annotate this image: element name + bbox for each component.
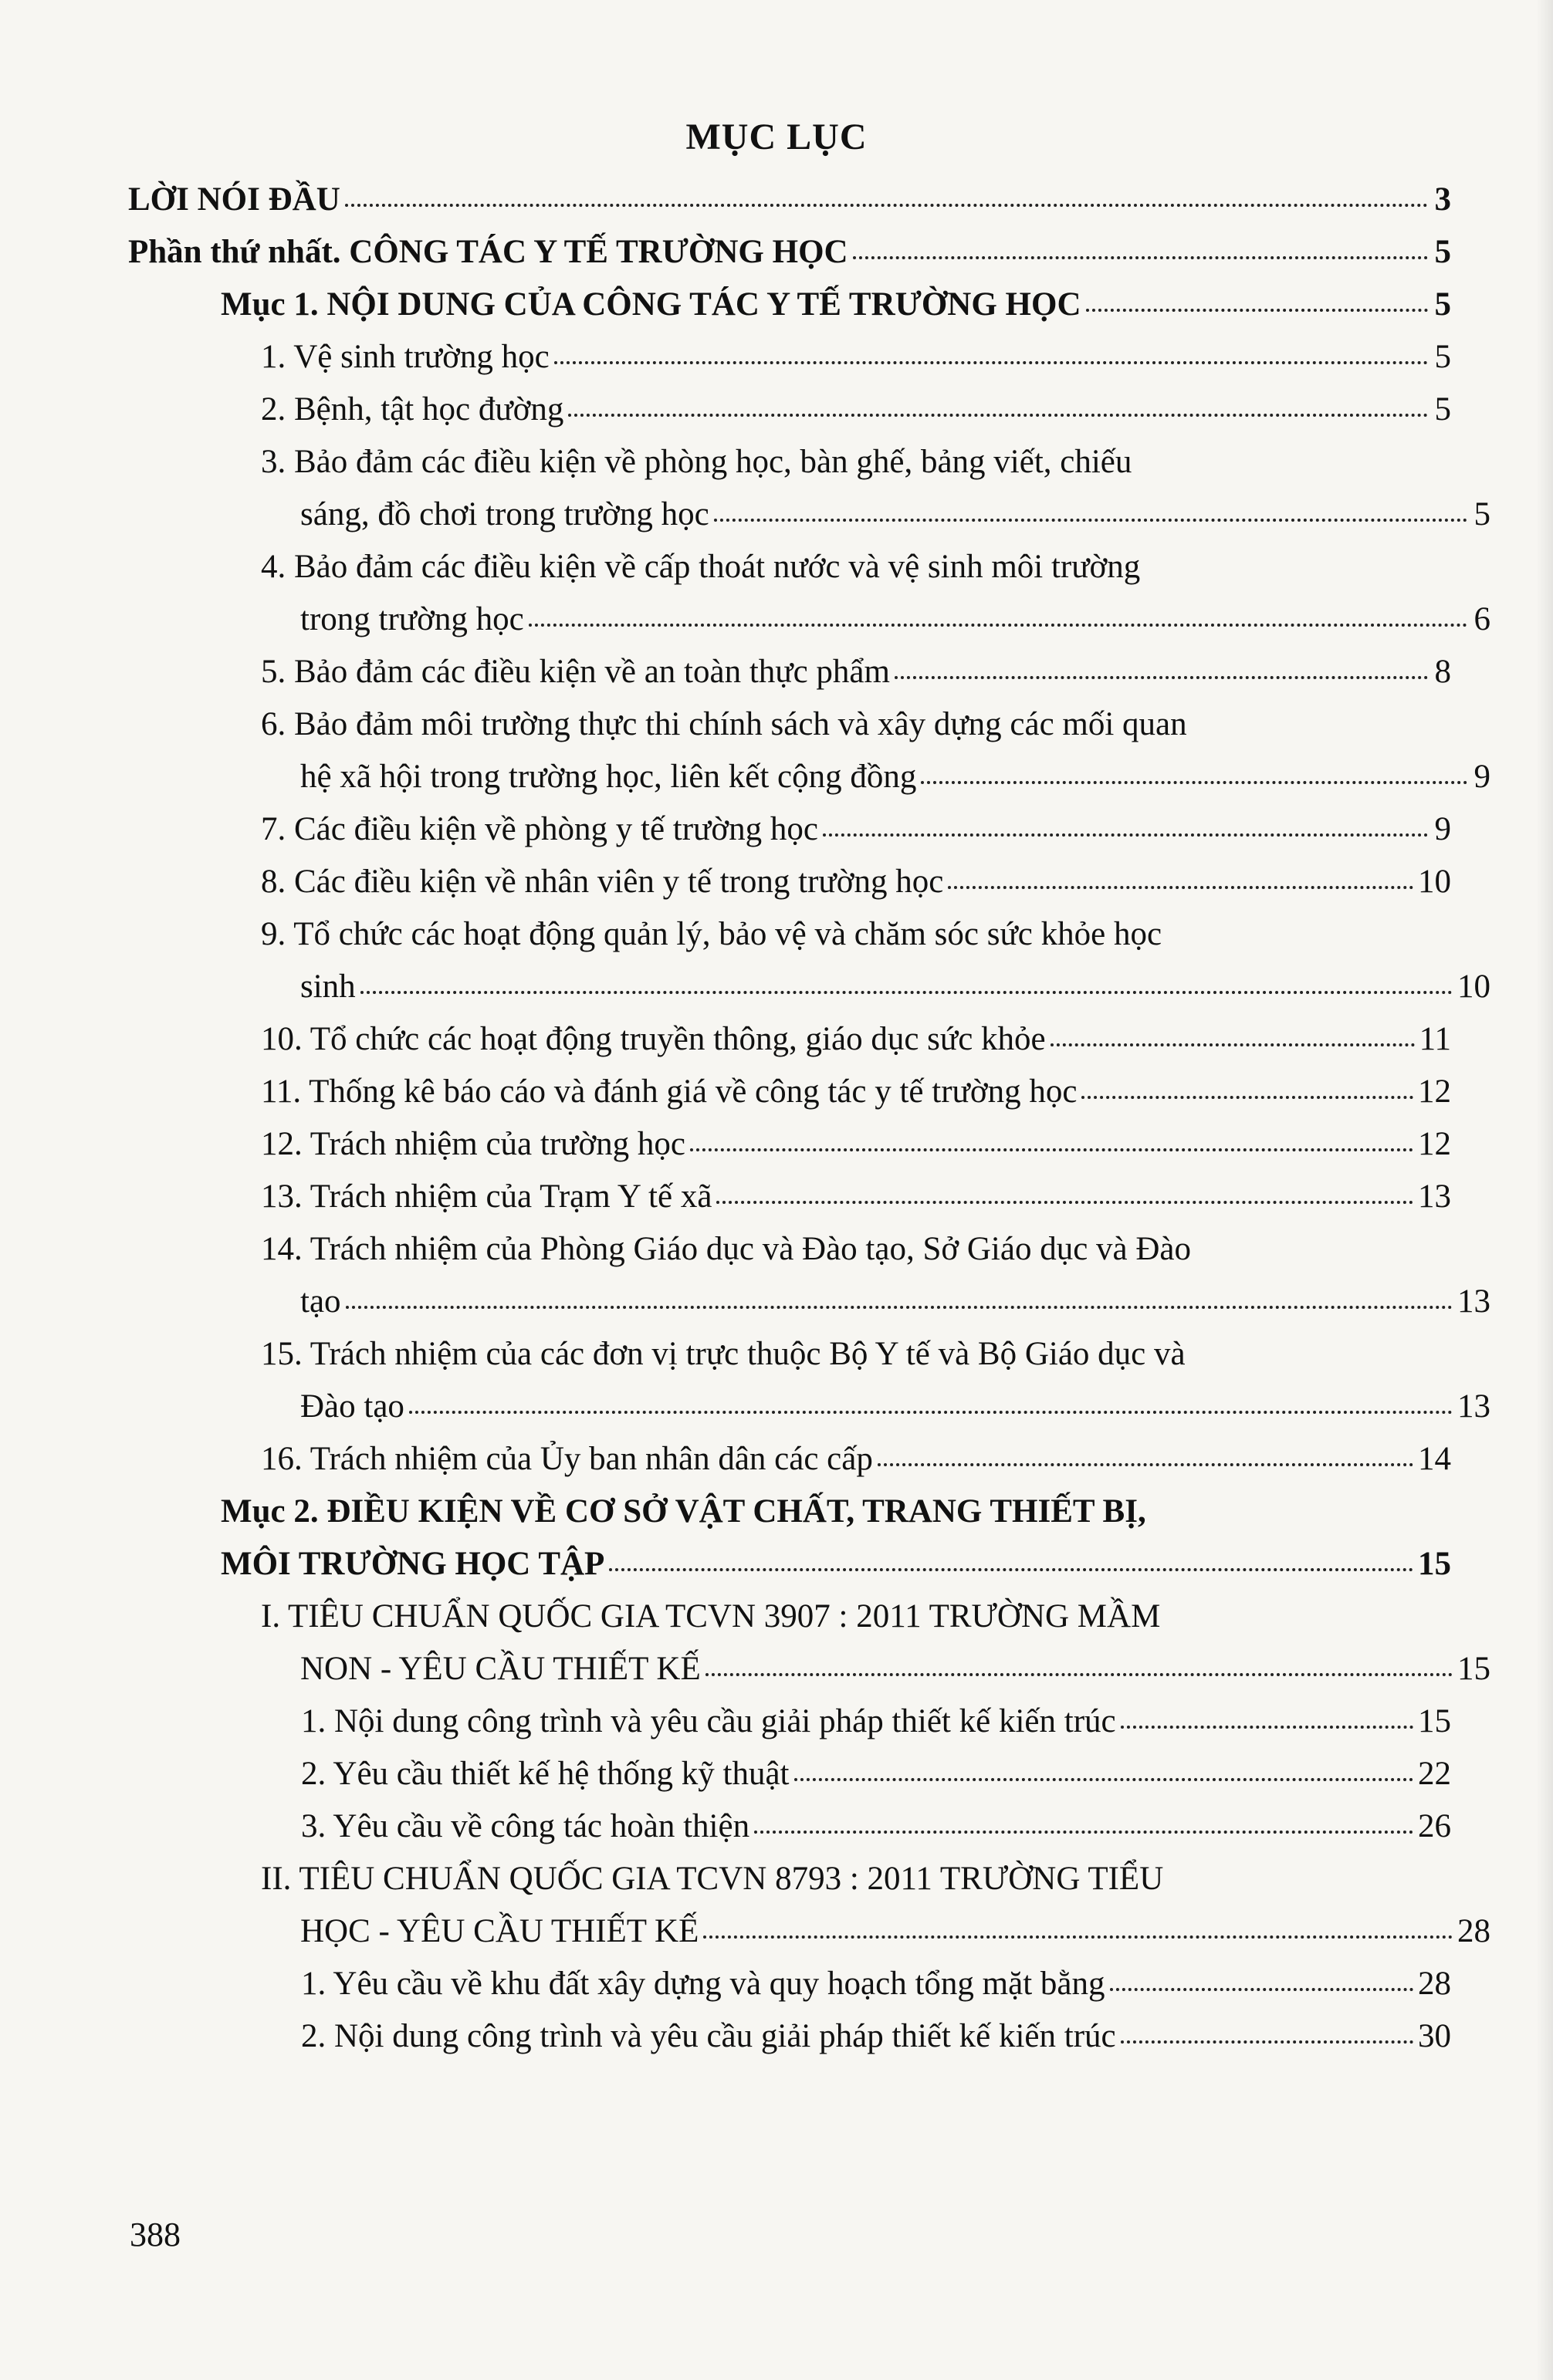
toc-entry-1-9[interactable]: 9. Tổ chức các hoạt động quản lý, bảo vệ và chăm sóc sức khỏe học sinh 10 bbox=[261, 916, 1490, 1005]
toc-entry-preface[interactable]: LỜI NÓI ĐẦU 3 bbox=[128, 181, 1451, 218]
toc-entry-1-6[interactable]: 6. Bảo đảm môi trường thực thi chính sách và xây dựng các mối quan hệ xã hội trong trường học, liên kết cộng đồng 9 bbox=[261, 706, 1490, 795]
toc-entry-1-3[interactable]: 3. Bảo đảm các điều kiện về phòng học, bàn ghế, bảng viết, chiếu sáng, đồ chơi trong trường học 5 bbox=[261, 444, 1490, 532]
toc-entry-1-7[interactable]: 7. Các điều kiện về phòng y tế trường học 9 bbox=[261, 811, 1451, 847]
toc-entry-1-13[interactable]: 13. Trách nhiệm của Trạm Y tế xã 13 bbox=[261, 1178, 1451, 1215]
table-of-contents bbox=[128, 174, 1490, 2063]
page-number: 388 bbox=[130, 2216, 181, 2253]
toc-entry-1-8[interactable]: 8. Các điều kiện về nhân viên y tế trong trường học 10 bbox=[261, 864, 1451, 900]
toc-entry-1-4[interactable]: 4. Bảo đảm các điều kiện về cấp thoát nước và vệ sinh môi trường trong trường học 6 bbox=[261, 549, 1490, 637]
toc-entry-2-I-1[interactable]: 1. Nội dung công trình và yêu cầu giải pháp thiết kế kiến trúc 15 bbox=[301, 1703, 1451, 1739]
toc-entry-1-12[interactable]: 12. Trách nhiệm của trường học 12 bbox=[261, 1126, 1451, 1162]
toc-entry-2-I[interactable]: I. TIÊU CHUẨN QUỐC GIA TCVN 3907 : 2011 TRƯỜNG MẦM NON - YÊU CẦU THIẾT KẾ 15 bbox=[261, 1598, 1490, 1687]
toc-entry-2-II[interactable]: II. TIÊU CHUẨN QUỐC GIA TCVN 8793 : 2011 TRƯỜNG TIỂU HỌC - YÊU CẦU THIẾT KẾ 28 bbox=[261, 1861, 1490, 1949]
page-edge-shadow bbox=[1536, 0, 1553, 2380]
toc-entry-2-II-2[interactable]: 2. Nội dung công trình và yêu cầu giải pháp thiết kế kiến trúc 30 bbox=[301, 2018, 1451, 2054]
toc-title: MỤC LỤC bbox=[685, 117, 868, 157]
toc-entry-1-14[interactable]: 14. Trách nhiệm của Phòng Giáo dục và Đào tạo, Sở Giáo dục và Đào tạo 13 bbox=[261, 1231, 1490, 1320]
toc-entry-1-5[interactable]: 5. Bảo đảm các điều kiện về an toàn thực phẩm 8 bbox=[261, 654, 1451, 690]
toc-entry-section-1[interactable]: Mục 1. NỘI DUNG CỦA CÔNG TÁC Y TẾ TRƯỜNG HỌC 5 bbox=[221, 286, 1451, 323]
toc-entry-part-one[interactable]: Phần thứ nhất. CÔNG TÁC Y TẾ TRƯỜNG HỌC 5 bbox=[128, 234, 1451, 270]
toc-entry-section-2[interactable]: Mục 2. ĐIỀU KIỆN VỀ CƠ SỞ VẬT CHẤT, TRANG THIẾT BỊ, MÔI TRƯỜNG HỌC TẬP 15 bbox=[221, 1493, 1451, 1582]
toc-entry-2-I-3[interactable]: 3. Yêu cầu về công tác hoàn thiện 26 bbox=[301, 1808, 1451, 1844]
toc-entry-1-1[interactable]: 1. Vệ sinh trường học 5 bbox=[261, 339, 1451, 375]
toc-entry-1-16[interactable]: 16. Trách nhiệm của Ủy ban nhân dân các cấp 14 bbox=[261, 1441, 1451, 1477]
toc-entry-2-II-1[interactable]: 1. Yêu cầu về khu đất xây dựng và quy hoạch tổng mặt bằng 28 bbox=[301, 1966, 1451, 2002]
toc-entry-1-10[interactable]: 10. Tổ chức các hoạt động truyền thông, giáo dục sức khỏe 11 bbox=[261, 1021, 1451, 1057]
toc-entry-1-2[interactable]: 2. Bệnh, tật học đường 5 bbox=[261, 391, 1451, 428]
toc-entry-2-I-2[interactable]: 2. Yêu cầu thiết kế hệ thống kỹ thuật 22 bbox=[301, 1756, 1451, 1792]
toc-entry-1-15[interactable]: 15. Trách nhiệm của các đơn vị trực thuộc Bộ Y tế và Bộ Giáo dục và Đào tạo 13 bbox=[261, 1336, 1490, 1425]
toc-entry-1-11[interactable]: 11. Thống kê báo cáo và đánh giá về công tác y tế trường học 12 bbox=[261, 1073, 1451, 1110]
